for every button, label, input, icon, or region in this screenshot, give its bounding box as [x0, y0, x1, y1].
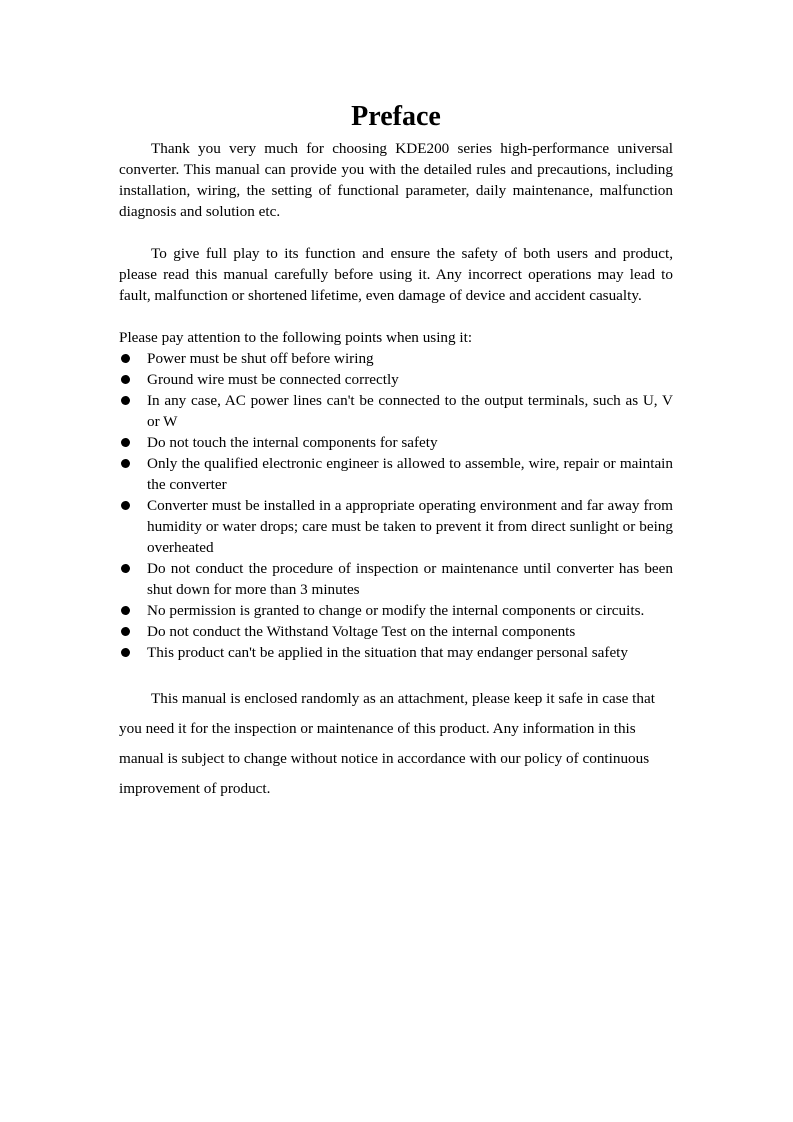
bullet-icon — [121, 501, 130, 510]
list-item-text: This product can't be applied in the situation that may endanger personal safety — [147, 644, 628, 661]
list-intro: Please pay attention to the following points when using it: — [119, 329, 473, 346]
list-item — [119, 390, 673, 432]
list-item — [119, 432, 673, 453]
list-item — [119, 369, 673, 390]
bullet-icon — [121, 438, 130, 447]
list-item-text: Only the qualified electronic engineer is allowed to assemble, wire, repair or maintain the converter — [147, 455, 673, 493]
list-item-text: Do not conduct the procedure of inspection or maintenance until converter has been shut down for more than 3 minutes — [147, 560, 673, 598]
list-item — [119, 453, 673, 495]
intro-paragraph: Thank you very much for choosing KDE200 series high-performance universal converter. This manual can provide you with the detailed rules and precautions, including installation, wiring, the setting of functional parameter, daily maintenance, malfunction diagnosis and solution etc. — [119, 140, 673, 220]
list-item-text: Power must be shut off before wiring — [147, 350, 374, 367]
list-item-text: Do not touch the internal components for safety — [147, 434, 438, 451]
bullet-icon — [121, 396, 130, 405]
bullet-icon — [121, 606, 130, 615]
list-item — [119, 558, 673, 600]
safety-paragraph: To give full play to its function and ensure the safety of both users and product, please read this manual carefully before using it. Any incorrect operations may lead to fault, malfunction or shortened lifetime, even damage of device and accident casualty. — [119, 245, 673, 304]
bullet-icon — [121, 648, 130, 657]
list-item — [119, 600, 673, 621]
bullet-icon — [121, 627, 130, 636]
bullet-icon — [121, 375, 130, 384]
bullet-icon — [121, 459, 130, 468]
closing-paragraph: This manual is enclosed randomly as an attachment, please keep it safe in case that you need it for the inspection or maintenance of this product. Any information in this manual is subject to change without notice in accordance with our policy of continuous improvement of product. — [119, 690, 655, 797]
list-item-text: Converter must be installed in a appropriate operating environment and far away from humidity or water drops; care must be taken to prevent it from direct sunlight or being overheated — [147, 497, 673, 556]
list-item-text: Ground wire must be connected correctly — [147, 371, 399, 388]
precaution-list — [119, 348, 673, 663]
list-item-text: Do not conduct the Withstand Voltage Test on the internal components — [147, 623, 576, 640]
preface-page — [119, 100, 673, 819]
bullet-icon — [121, 564, 130, 573]
list-item — [119, 495, 673, 558]
bullet-icon — [121, 354, 130, 363]
list-item — [119, 621, 673, 642]
list-item-text: In any case, AC power lines can't be connected to the output terminals, such as U, V or W — [147, 392, 673, 430]
list-item-text: No permission is granted to change or modify the internal components or circuits. — [147, 602, 645, 619]
list-item — [119, 642, 673, 663]
list-item — [119, 348, 673, 369]
page-title: Preface — [351, 101, 441, 132]
